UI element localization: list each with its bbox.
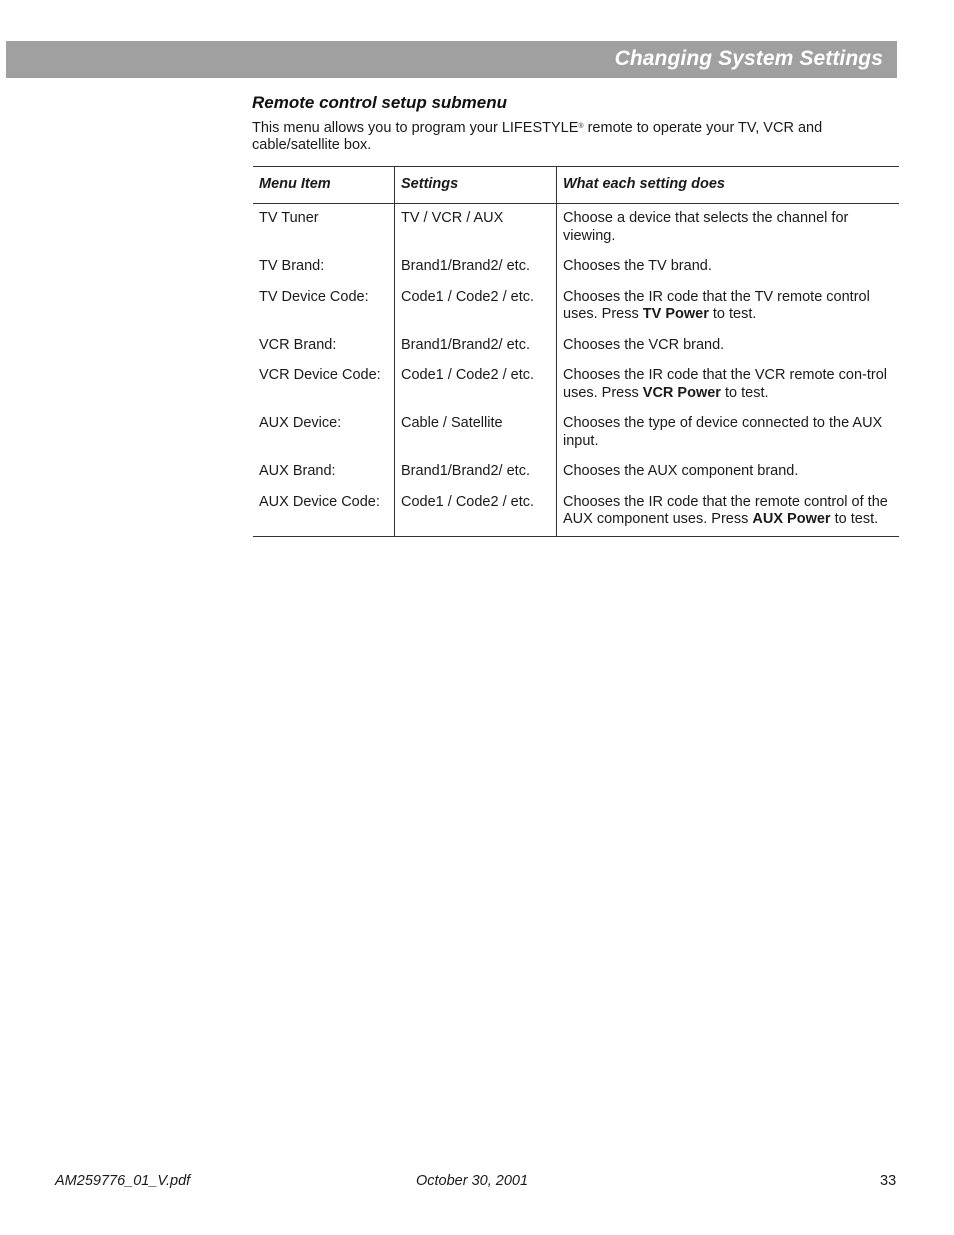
table-row — [253, 494, 899, 537]
table-row — [253, 337, 899, 368]
table-row — [253, 415, 899, 463]
intro-text-before: This menu allows you to program your LIFESTYLE — [252, 120, 579, 136]
table-body — [253, 204, 899, 537]
cell-description — [557, 289, 900, 337]
cell-menu-item: VCR Device Code: — [259, 367, 381, 383]
settings-table — [253, 166, 899, 537]
section-title: Remote control setup submenu — [252, 93, 508, 112]
cell-settings: TV / VCR / AUX — [395, 204, 557, 259]
column-header-menu-item: Menu Item — [259, 176, 331, 193]
cell-menu-item: TV Brand: — [259, 258, 325, 274]
description-text: Chooses the IR code that the VCR remote con-trol uses. Press — [563, 367, 887, 401]
footer-date: October 30, 2001 — [416, 1173, 529, 1189]
column-header-description: What each setting does — [557, 167, 900, 204]
cell-settings: Brand1/Brand2/ etc. — [395, 463, 557, 494]
intro-text-after: remote to operate your TV, VCR and cable/satellite box. — [252, 120, 823, 153]
description-text: Chooses the TV brand. — [563, 258, 712, 274]
cell-description — [557, 415, 900, 463]
table-header-row — [253, 167, 899, 204]
cell-settings: Code1 / Code2 / etc. — [395, 289, 557, 337]
settings-table-wrapper — [253, 166, 899, 537]
cell-menu-item: AUX Device Code: — [259, 493, 380, 510]
cell-description — [557, 494, 900, 537]
cell-description — [557, 367, 900, 415]
cell-menu-item: AUX Brand: — [259, 463, 336, 479]
cell-description — [557, 337, 900, 368]
header-bar — [6, 41, 897, 78]
description-text: Chooses the IR code that the remote control of the AUX component uses. Press — [563, 493, 888, 527]
description-text: Chooses the AUX component brand. — [563, 463, 799, 479]
description-text: Chooses the type of device connected to the AUX input. — [563, 415, 883, 449]
description-button-name: TV Power — [642, 306, 709, 322]
description-button-name: VCR Power — [642, 384, 721, 401]
cell-settings: Code1 / Code2 / etc. — [395, 367, 557, 415]
description-text-end: to test. — [720, 384, 769, 401]
cell-menu-item: TV Device Code: — [259, 288, 369, 305]
cell-settings: Brand1/Brand2/ etc. — [395, 337, 557, 368]
footer-filename: AM259776_01_V.pdf — [55, 1173, 191, 1189]
description-text-end: to test. — [708, 306, 757, 322]
cell-menu-item: VCR Brand: — [259, 336, 337, 353]
page-title: Changing System Settings — [614, 47, 883, 70]
cell-menu-item: TV Tuner — [259, 210, 319, 226]
table-row — [253, 367, 899, 415]
page-number: 33 — [880, 1173, 897, 1189]
table-row — [253, 204, 899, 259]
cell-description — [557, 258, 900, 289]
cell-settings: Code1 / Code2 / etc. — [395, 494, 557, 537]
description-button-name: AUX Power — [752, 511, 831, 527]
column-header-settings: Settings — [395, 167, 557, 204]
cell-menu-item: AUX Device: — [259, 415, 342, 431]
description-text: Choose a device that selects the channel for viewing. — [563, 210, 849, 244]
description-text: Chooses the VCR brand. — [563, 336, 725, 353]
table-row — [253, 258, 899, 289]
description-text: Chooses the IR code that the TV remote control uses. Press — [563, 288, 870, 322]
cell-description — [557, 204, 900, 259]
intro-paragraph — [252, 120, 892, 154]
table-row — [253, 463, 899, 494]
cell-settings: Brand1/Brand2/ etc. — [395, 258, 557, 289]
registered-mark: ® — [578, 123, 584, 130]
cell-settings: Cable / Satellite — [395, 415, 557, 463]
description-text-end: to test. — [830, 511, 879, 527]
table-row — [253, 289, 899, 337]
cell-description — [557, 463, 900, 494]
